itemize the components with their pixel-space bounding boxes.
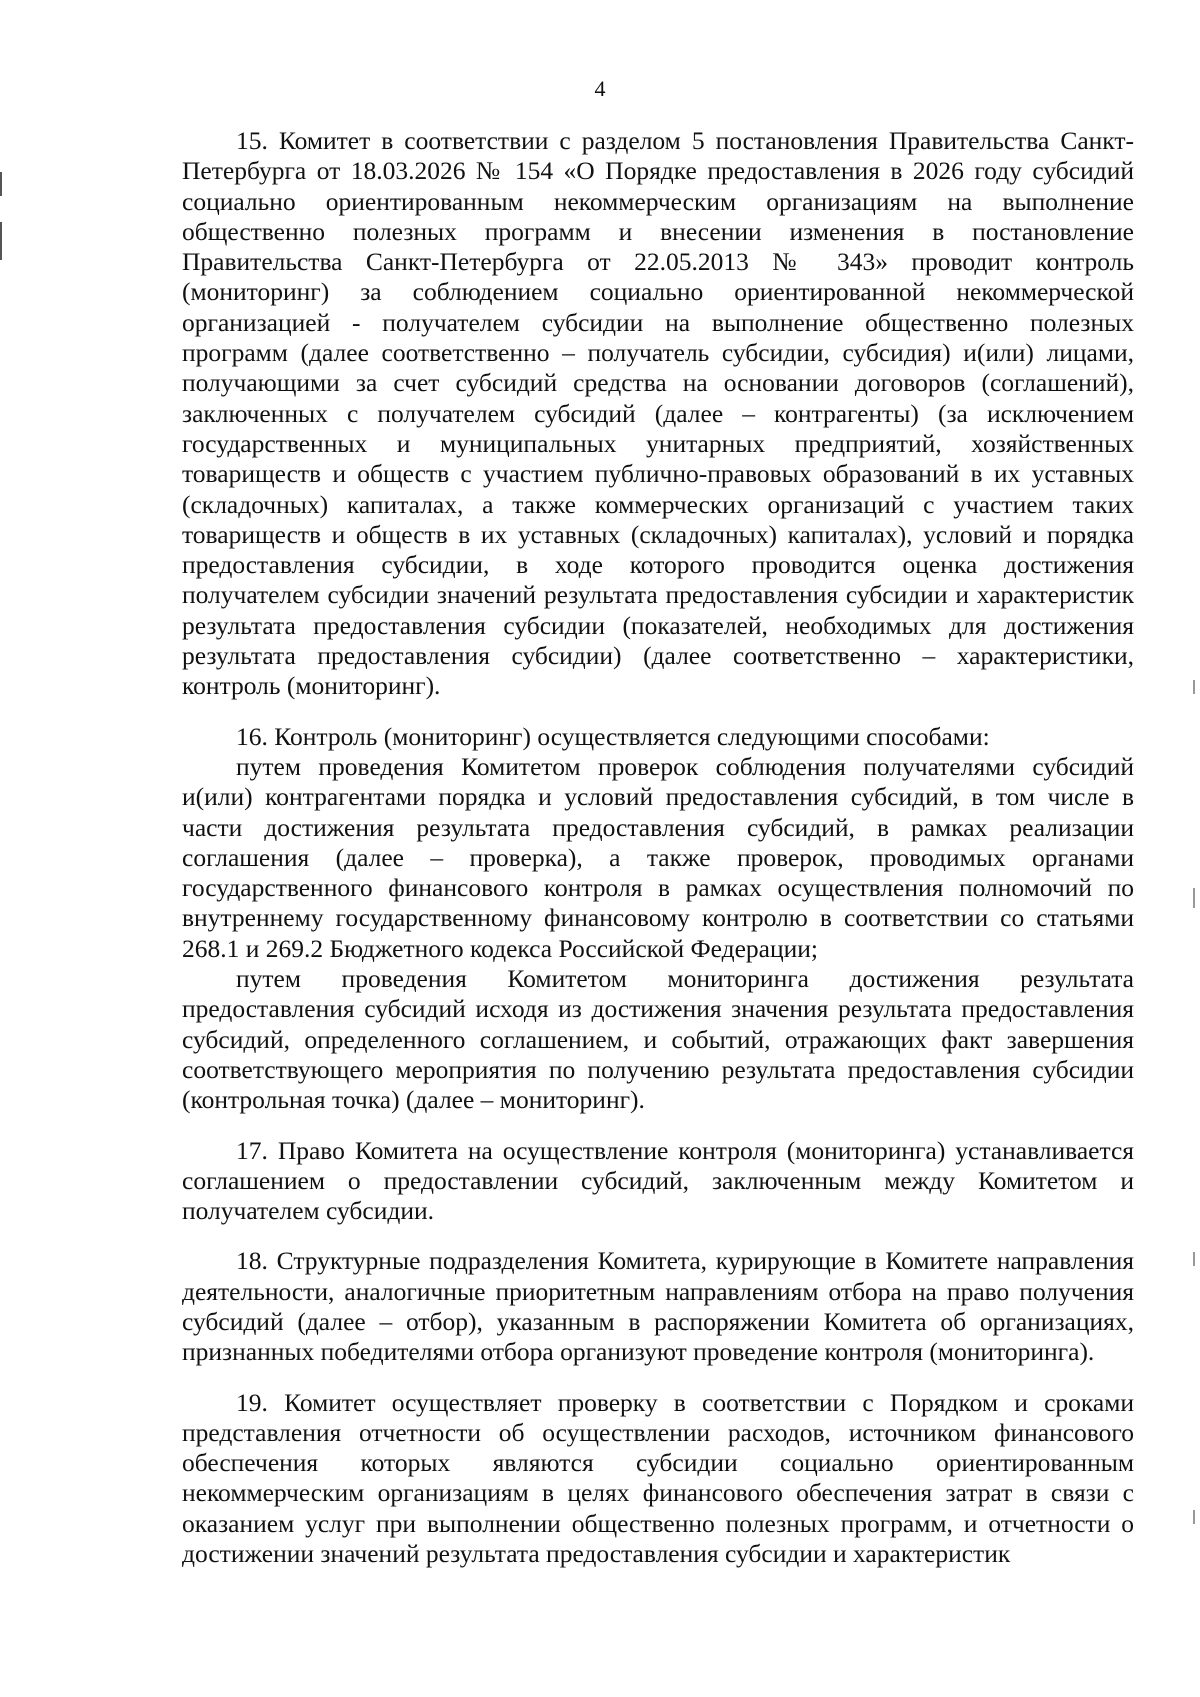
paragraph-17: 17. Право Комитета на осуществление контроля (мониторинга) устанавливается соглашением о предоставлении субсидий, заключенным между Комитетом и получателем субсидии. xyxy=(182,1135,1134,1226)
document-body xyxy=(182,126,1134,1589)
paragraph-18: 18. Структурные подразделения Комитета, курирующие в Комитете направления деятельности, аналогичные приоритетным направлениям отбора на право получения субсидий (далее – отбор), указанным в распоряжении Комитета об организациях, признанных победителями отбора организуют проведение контроля (мониторинга). xyxy=(182,1246,1134,1367)
paragraph-16-method-monitoring: путем проведения Комитетом мониторинга достижения результата предоставления субсидий исходя из достижения значения результата предоставления субсидий, определенного соглашением, и событий, отражающих факт завершения соответствующего мероприятия по получению результата предоставления субсидии (контрольная точка) (далее – мониторинг). xyxy=(182,964,1134,1115)
scan-artifact-left xyxy=(0,172,2,196)
scan-artifact-left xyxy=(0,222,2,260)
scan-artifact-right xyxy=(1193,1252,1195,1266)
scan-artifact-right xyxy=(1193,1510,1195,1524)
page-number: 4 xyxy=(594,76,606,101)
paragraph-15: 15. Комитет в соответствии с разделом 5 постановления Правительства Санкт-Петербурга от 18.03.2026 № 154 «О Порядке предоставления в 2026 году субсидий социально ориентированным некоммерческим организациям на выполнение общественно полезных программ и внесении изменения в постановление Правительства Санкт-Петербурга от 22.05.2013 № 343» проводит контроль (мониторинг) за соблюдением социально ориентированной некоммерческой организацией - получателем субсидии на выполнение общественно полезных программ (далее соответственно – получатель субсидии, субсидия) и(или) лицами, получающими за счет субсидий средства на основании договоров (соглашений), заключенных с получателем субсидий (далее – контрагенты) (за исключением государственных и муниципальных унитарных предприятий, хозяйственных товариществ и обществ с участием публично-правовых образований в их уставных (складочных) капиталах, а также коммерческих организаций с участием таких товариществ и обществ в их уставных (складочных) капиталах), условий и порядка предоставления субсидии, в ходе которого проводится оценка достижения получателем субсидии значений результата предоставления субсидии и характеристик результата предоставления субсидии (показателей, необходимых для достижения результата предоставления субсидии) (далее соответственно – характеристики, контроль (мониторинг). xyxy=(182,126,1134,701)
paragraph-19: 19. Комитет осуществляет проверку в соответствии с Порядком и сроками представления отчетности об осуществлении расходов, источником финансового обеспечения которых являются субсидии социально ориентированным некоммерческим организациям в целях финансового обеспечения затрат в связи с оказанием услуг при выполнении общественно полезных программ, и отчетности о достижении значений результата предоставления субсидии и характеристик xyxy=(182,1387,1134,1569)
paragraph-16-method-inspection: путем проведения Комитетом проверок соблюдения получателями субсидий и(или) контрагентами порядка и условий предоставления субсидий, в том числе в части достижения результата предоставления субсидий, в рамках реализации соглашения (далее – проверка), а также проверок, проводимых органами государственного финансового контроля в рамках осуществления полномочий по внутреннему государственному финансовому контролю в соответствии со статьями 268.1 и 269.2 Бюджетного кодекса Российской Федерации; xyxy=(182,751,1134,963)
scan-artifact-right xyxy=(1193,888,1195,908)
paragraph-16: 16. Контроль (мониторинг) осуществляется следующими способами: xyxy=(236,721,990,751)
scan-artifact-right xyxy=(1193,680,1195,694)
